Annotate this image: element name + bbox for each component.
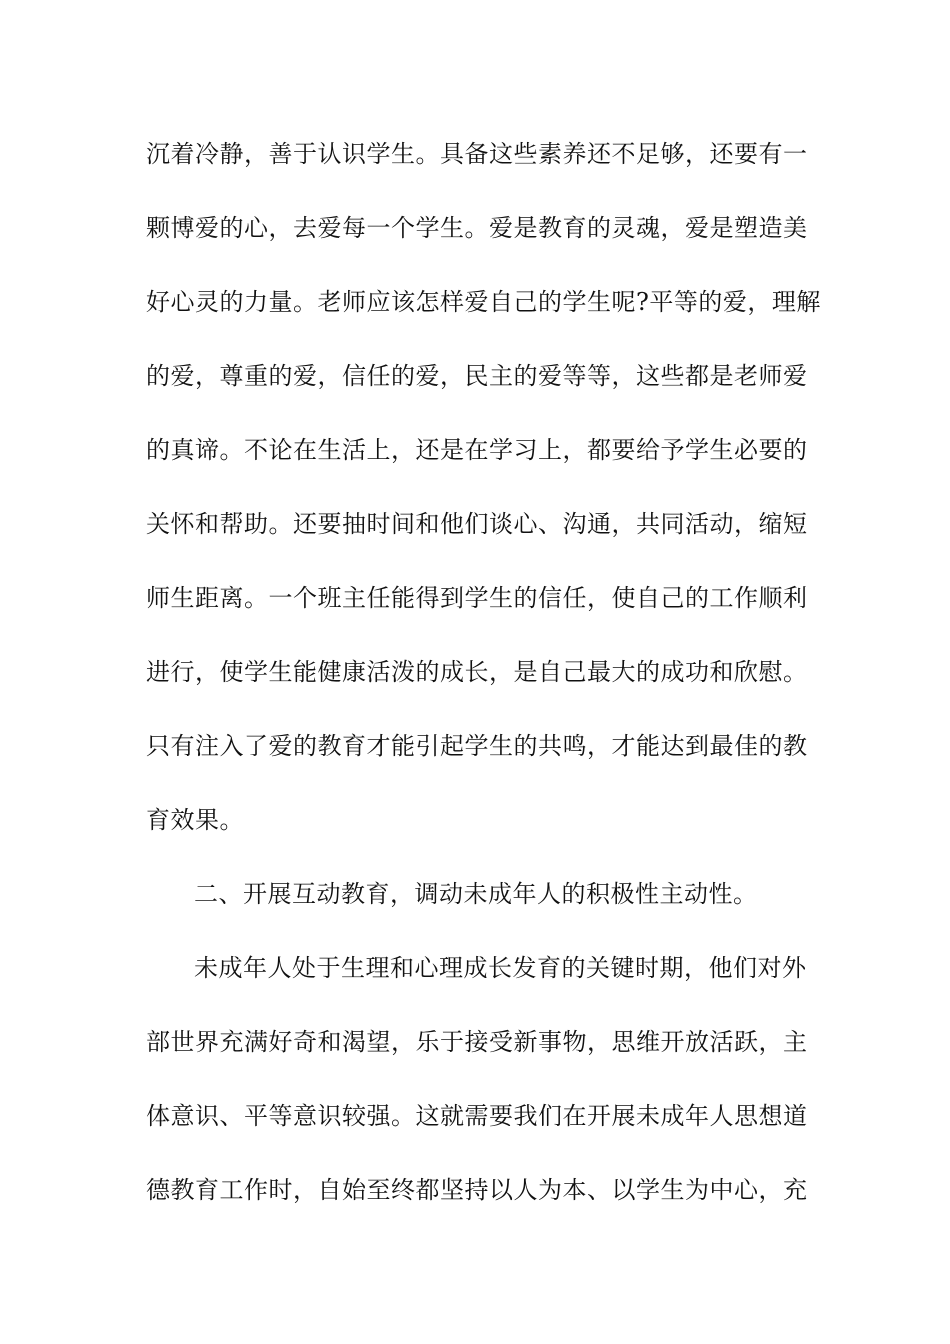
- text-line: 部世界充满好奇和渴望，乐于接受新事物，思维开放活跃，主: [146, 1028, 808, 1056]
- text-line: 进行，使学生能健康活泼的成长，是自己最大的成功和欣慰。: [146, 658, 808, 686]
- text-line: 师生距离。一个班主任能得到学生的信任，使自己的工作顺利: [146, 584, 808, 612]
- text-line: 好心灵的力量。老师应该怎样爱自己的学生呢?平等的爱，理解: [146, 288, 821, 316]
- text-line: 的爱，尊重的爱，信任的爱，民主的爱等等，这些都是老师爱: [146, 362, 808, 390]
- text-line: 颗博爱的心，去爱每一个学生。爱是教育的灵魂，爱是塑造美: [146, 214, 808, 242]
- text-line: 只有注入了爱的教育才能引起学生的共鸣，才能达到最佳的教: [146, 732, 808, 760]
- text-line: 沉着冷静，善于认识学生。具备这些素养还不足够，还要有一: [146, 140, 808, 168]
- text-line: 德教育工作时，自始至终都坚持以人为本、以学生为中心，充: [146, 1176, 808, 1204]
- text-line: 体意识、平等意识较强。这就需要我们在开展未成年人思想道: [146, 1102, 808, 1130]
- text-line: 关怀和帮助。还要抽时间和他们谈心、沟通，共同活动，缩短: [146, 510, 808, 538]
- section-heading: 二、开展互动教育，调动未成年人的积极性主动性。: [194, 880, 758, 908]
- text-line: 育效果。: [146, 806, 244, 834]
- text-line: 未成年人处于生理和心理成长发育的关键时期，他们对外: [194, 954, 807, 982]
- text-line: 的真谛。不论在生活上，还是在学习上，都要给予学生必要的: [146, 436, 808, 464]
- document-body: [146, 117, 821, 1227]
